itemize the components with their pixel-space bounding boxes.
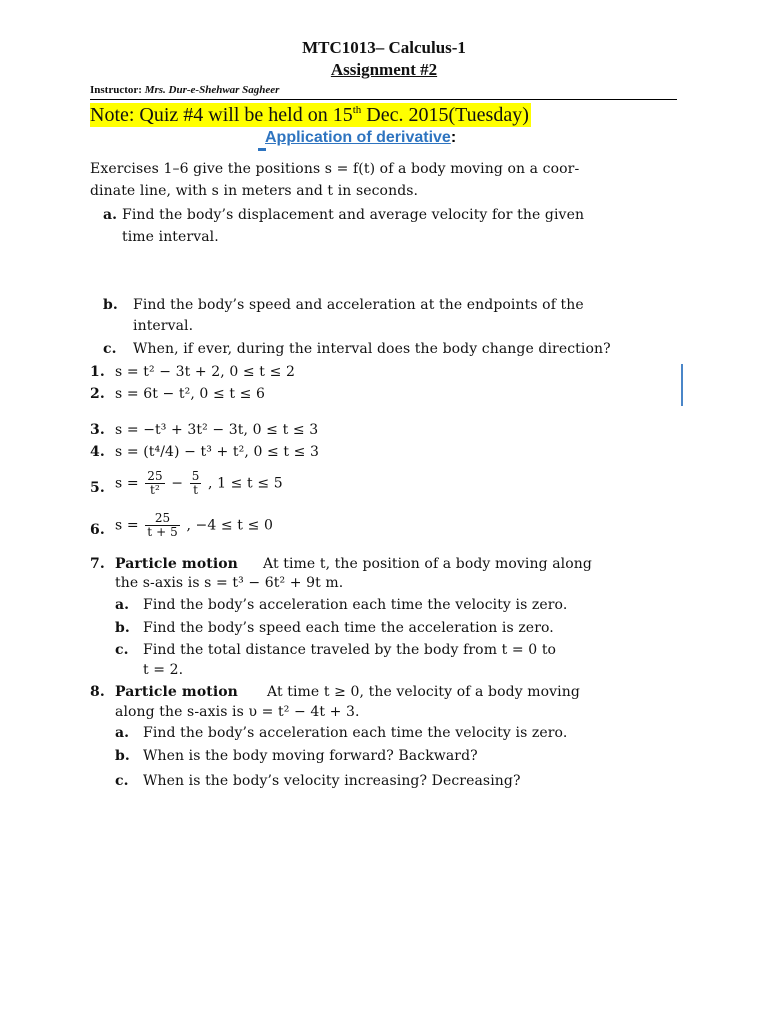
exercise-5-operator: − xyxy=(171,475,184,492)
problem-7-b-label: b. xyxy=(115,620,130,636)
exercise-3-number: 3. xyxy=(90,422,105,438)
problem-7-b-text: Find the body’s speed each time the acceleration is zero. xyxy=(143,620,554,636)
quiz-note-superscript: th xyxy=(352,104,362,116)
exercise-5-number: 5. xyxy=(90,480,105,496)
exercise-6-lhs: s = xyxy=(115,517,139,534)
fraction-denominator: t + 5 xyxy=(147,525,178,539)
exercise-4-number: 4. xyxy=(90,444,105,460)
part-b-label: b. xyxy=(103,297,118,313)
exercise-2-number: 2. xyxy=(90,386,105,402)
problem-7-a-text: Find the body’s acceleration each time the velocity is zero. xyxy=(143,597,568,613)
exercise-1-number: 1. xyxy=(90,364,105,380)
part-b-line-2: interval. xyxy=(133,318,194,334)
heading-mark xyxy=(258,148,266,151)
exercise-6-fraction xyxy=(145,512,180,539)
problem-8-c-text: When is the body’s velocity increasing? Decreasing? xyxy=(143,773,521,789)
problem-8-line-1: At time t ≥ 0, the velocity of a body moving xyxy=(267,684,580,700)
part-b-line-1: Find the body’s speed and acceleration at the endpoints of the xyxy=(133,297,584,313)
part-a-line-1: Find the body’s displacement and average velocity for the given xyxy=(122,207,585,223)
exercise-2-text: s = 6t − t², 0 ≤ t ≤ 6 xyxy=(115,386,266,402)
problem-8-number: 8. xyxy=(90,684,105,700)
problem-8-title: Particle motion xyxy=(115,684,238,700)
fraction-numerator: 25 xyxy=(147,469,163,483)
fraction-denominator: t² xyxy=(150,483,160,497)
instructor-label: Instructor: xyxy=(90,84,142,96)
quiz-note xyxy=(90,103,531,127)
problem-8-b-text: When is the body moving forward? Backward? xyxy=(143,748,478,764)
section-title: Application of derivative xyxy=(265,129,451,146)
section-heading xyxy=(265,129,456,147)
exercise-5-fraction-1 xyxy=(145,470,164,497)
fraction-denominator: t xyxy=(193,483,199,497)
quiz-note-date: Dec. 2015(Tuesday) xyxy=(361,104,529,126)
problem-7-c-line-1: Find the total distance traveled by the body from t = 0 to xyxy=(143,642,557,658)
part-c-line-1: When, if ever, during the interval does the body change direction? xyxy=(133,341,611,357)
fraction-numerator: 25 xyxy=(145,512,180,526)
exercise-3-text: s = −t³ + 3t² − 3t, 0 ≤ t ≤ 3 xyxy=(115,422,319,438)
problem-7-c-line-2: t = 2. xyxy=(143,662,184,678)
problem-7-a-label: a. xyxy=(115,597,130,613)
exercise-4-text: s = (t⁴/4) − t³ + t², 0 ≤ t ≤ 3 xyxy=(115,444,320,460)
part-a-label: a. xyxy=(103,207,118,223)
header-divider xyxy=(90,99,677,100)
problem-7-title: Particle motion xyxy=(115,556,238,572)
exercise-6-range: , −4 ≤ t ≤ 0 xyxy=(186,517,273,534)
exercise-5-expression xyxy=(115,470,283,497)
problem-8-c-label: c. xyxy=(115,773,129,789)
problem-8-a-label: a. xyxy=(115,725,130,741)
part-a-line-2: time interval. xyxy=(122,229,219,245)
exercise-5-fraction-2 xyxy=(190,470,202,497)
exercise-5-range: , 1 ≤ t ≤ 5 xyxy=(208,475,283,492)
part-c-label: c. xyxy=(103,341,117,357)
assignment-title: Assignment #2 xyxy=(330,60,438,79)
exercise-5-lhs: s = xyxy=(115,475,139,492)
fraction-numerator: 5 xyxy=(191,469,200,483)
exercise-1-text: s = t² − 3t + 2, 0 ≤ t ≤ 2 xyxy=(115,364,295,380)
instructor-line xyxy=(90,84,279,96)
quiz-note-text: Note: Quiz #4 will be held on 15 xyxy=(90,104,353,126)
problem-8-line-2: along the s-axis is υ = t² − 4t + 3. xyxy=(115,704,360,720)
intro-line-2: dinate line, with s in meters and t in seconds. xyxy=(90,183,419,199)
problem-7-line-2: the s-axis is s = t³ − 6t² + 9t m. xyxy=(115,575,344,591)
problem-7-number: 7. xyxy=(90,556,105,572)
instructor-name: Mrs. Dur-e-Shehwar Sagheer xyxy=(144,84,280,96)
exercise-6-number: 6. xyxy=(90,522,105,538)
section-colon: : xyxy=(450,129,457,146)
problem-7-line-1: At time t, the position of a body moving along xyxy=(263,556,592,572)
cursor-bar xyxy=(681,364,683,406)
problem-8-a-text: Find the body’s acceleration each time the velocity is zero. xyxy=(143,725,568,741)
intro-line-1: Exercises 1–6 give the positions s = f(t) of a body moving on a coor- xyxy=(90,161,580,177)
problem-7-c-label: c. xyxy=(115,642,129,658)
problem-8-b-label: b. xyxy=(115,748,130,764)
course-title: MTC1013– Calculus-1 xyxy=(302,38,466,57)
exercise-6-expression xyxy=(115,512,273,539)
